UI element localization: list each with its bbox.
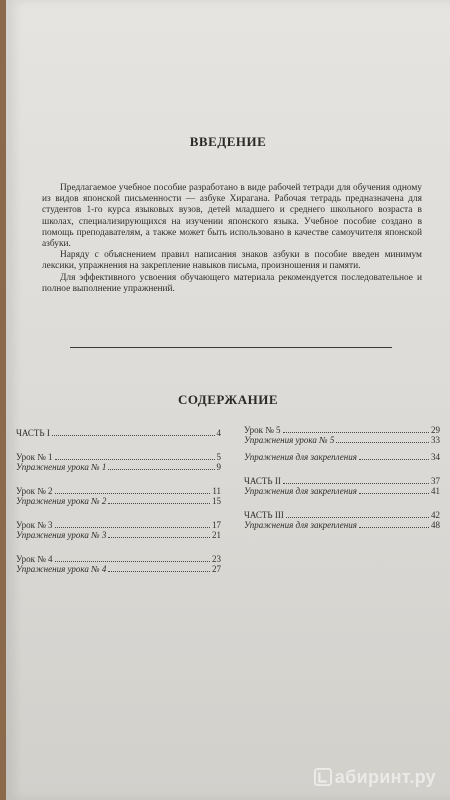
toc-entry-page: 41 [431,486,440,496]
toc-entry-label: Упражнения урока № 2 [16,496,107,506]
toc-entry-page: 11 [212,486,221,496]
toc-leader-dots [359,458,429,460]
toc-right-column [244,425,440,530]
toc-leader-dots [359,492,429,494]
toc-entry-page: 33 [431,435,440,445]
intro-text [42,183,422,295]
toc-entry [244,452,440,462]
toc-entry [16,564,221,574]
contents-heading: СОДЕРЖАНИЕ [177,392,279,407]
toc-entry-label: Урок № 4 [16,554,53,564]
toc-entry-page: 9 [216,462,221,472]
labirint-watermark [314,767,436,788]
toc-entry-label: Урок № 1 [16,452,53,462]
toc-left-column [16,428,221,574]
toc-entry [16,496,221,506]
toc-entry-page: 34 [431,452,440,462]
toc-entry-page: 29 [431,425,440,435]
toc-entry [244,520,440,530]
toc-leader-dots [336,441,429,443]
toc-leader-dots [108,536,210,538]
intro-paragraph-3: Для эффективного усвоения обучающего материала рекомендуется последовательное и полное выполнение упражнений. [42,272,422,294]
toc-entry [16,428,221,438]
toc-entry-page: 17 [212,520,221,530]
toc-entry [244,486,440,496]
toc-leader-dots [359,526,429,528]
toc-entry-page: 15 [212,496,221,506]
toc-entry-label: Урок № 3 [16,520,53,530]
watermark-text: абиринт.ру [334,767,436,787]
toc-leader-dots [286,516,429,518]
toc-entry-page: 37 [431,476,440,486]
toc-entry-label: Упражнения для закрепления [244,520,357,530]
labirint-logo-icon [314,768,332,786]
toc-entry [244,476,440,486]
toc-entry [16,462,221,472]
toc-entry-page: 48 [431,520,440,530]
toc-entry-page: 5 [216,452,221,462]
toc-leader-dots [283,482,429,484]
toc-leader-dots [52,434,215,436]
intro-paragraph-1: Предлагаемое учебное пособие разработано в виде рабочей тетради для обучения одному из видов японской письменности — азбуке Хирагана. Рабочая тетрадь предназначена для студентов 1-го курса языковых вузов, детей младшего и среднего школьного возраста в школах, специализирующихся на изучении японского языка. Учебное пособие создано в помощь преподавателям, а также может быть использовано в качестве самоучителя японской азбуки. [42,183,422,250]
toc-leader-dots [108,502,210,504]
toc-entry-label: ЧАСТЬ II [244,476,281,486]
toc-entry-page: 27 [212,564,221,574]
toc-leader-dots [55,560,210,562]
toc-entry [16,554,221,564]
toc-entry [16,520,221,530]
toc-entry-page: 42 [431,510,440,520]
toc-entry-label: Урок № 2 [16,486,53,496]
toc-entry [16,452,221,462]
toc-entry-page: 21 [212,530,221,540]
toc-entry-page: 4 [216,428,221,438]
book-page [6,0,450,800]
toc-entry-label: Упражнения урока № 4 [16,564,107,574]
toc-entry-label: Упражнения для закрепления [244,452,357,462]
toc-entry-label: Урок № 5 [244,425,281,435]
toc-entry-label: ЧАСТЬ I [16,428,50,438]
toc-entry-label: Упражнения урока № 5 [244,435,335,445]
toc-leader-dots [55,492,211,494]
toc-entry [244,510,440,520]
intro-paragraph-2: Наряду с объяснением правил написания знаков азбуки в пособие введен минимум лексики, упражнения на закрепление навыков письма, произношения и памяти. [42,250,422,272]
toc-entry-label: Упражнения урока № 3 [16,530,107,540]
toc-entry [16,486,221,496]
toc-leader-dots [108,570,210,572]
toc-entry-label: Упражнения для закрепления [244,486,357,496]
toc-entry [244,435,440,445]
toc-entry [244,425,440,435]
toc-leader-dots [55,526,210,528]
toc-entry-label: ЧАСТЬ III [244,510,284,520]
toc-entry [16,530,221,540]
toc-entry-label: Упражнения урока № 1 [16,462,107,472]
toc-leader-dots [283,431,429,433]
intro-heading: ВВЕДЕНИЕ [189,134,267,149]
section-divider [70,347,392,348]
toc-leader-dots [108,468,214,470]
toc-entry-page: 23 [212,554,221,564]
toc-leader-dots [55,458,215,460]
